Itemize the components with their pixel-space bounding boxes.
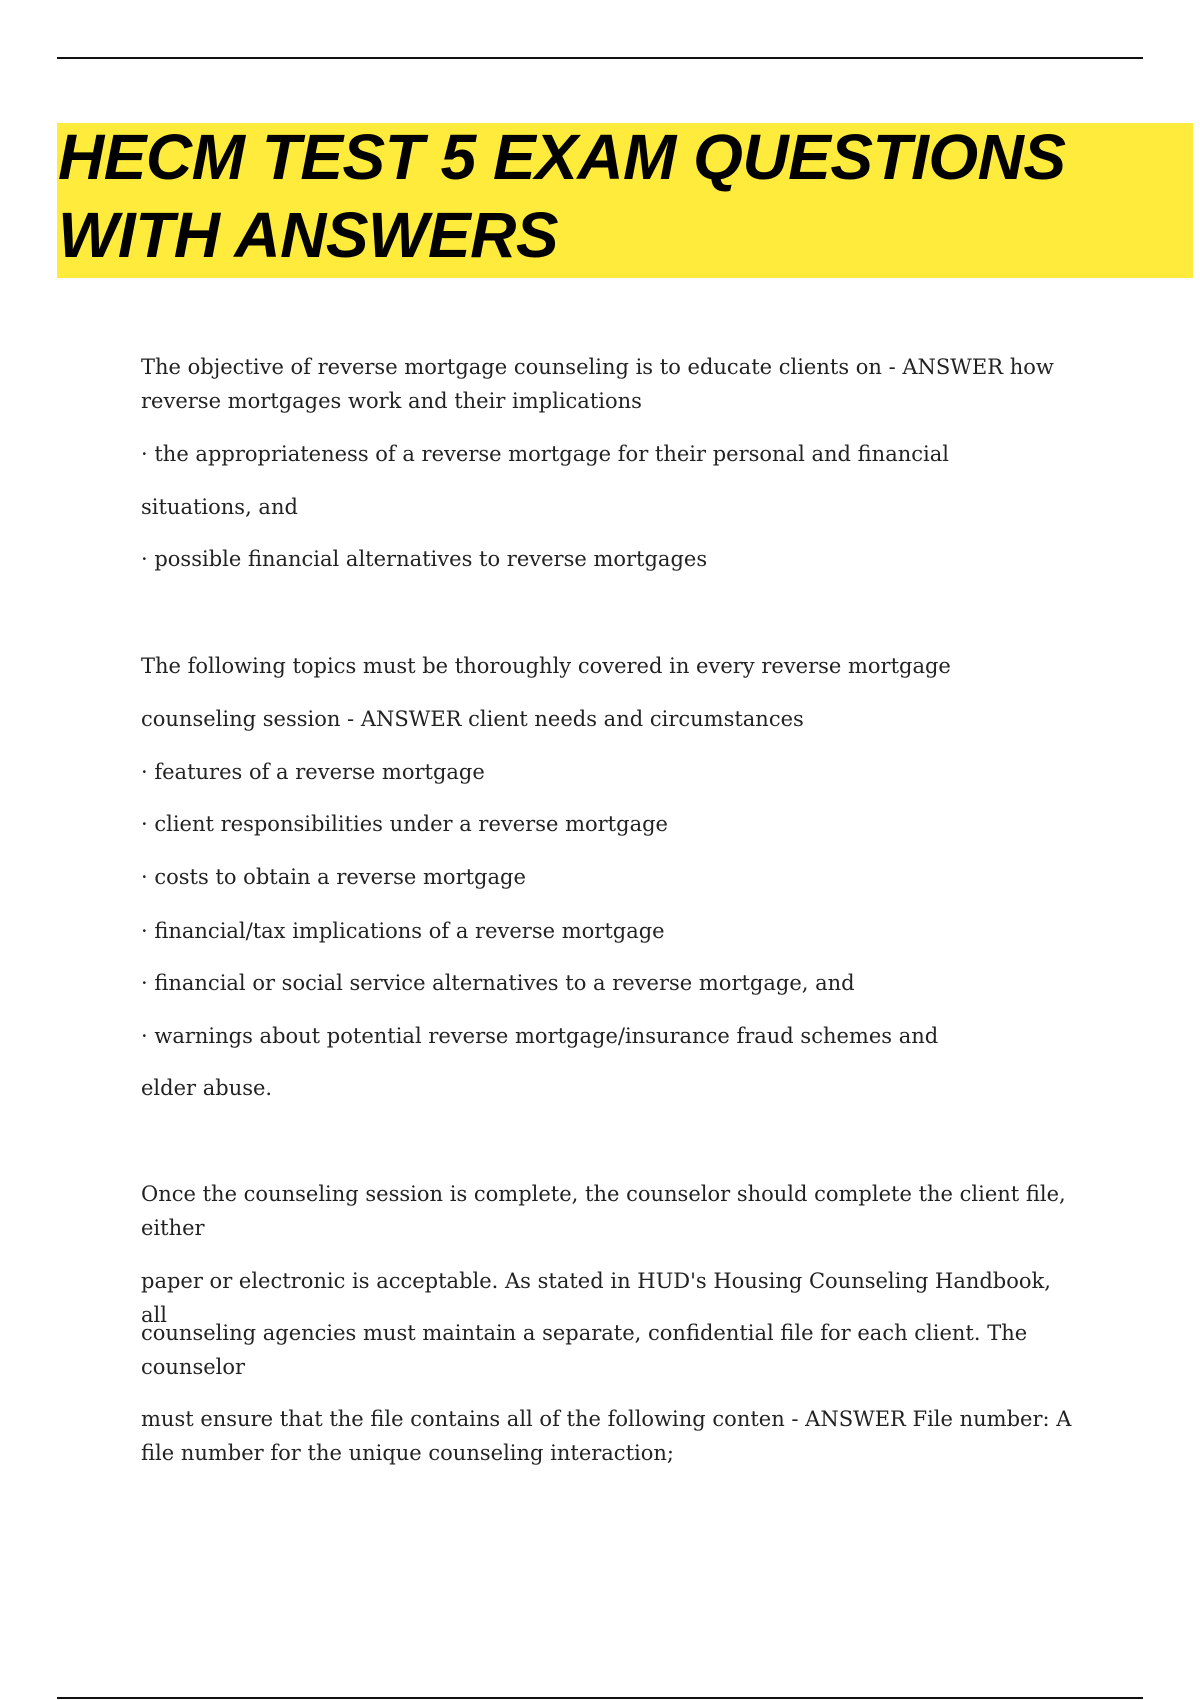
paragraph: · features of a reverse mortgage [141, 760, 485, 784]
paragraph: counseling agencies must maintain a separate, confidential file for each client. The counselor [141, 1321, 1028, 1379]
paragraph: paper or electronic is acceptable. As stated in HUD's Housing Counseling Handbook, all [141, 1269, 1051, 1327]
document-title-line-2: WITH ANSWERS [58, 199, 559, 271]
paragraph: The objective of reverse mortgage counseling is to educate clients on - ANSWER how reverse mortgages work and their implications [141, 355, 1054, 413]
paragraph: · costs to obtain a reverse mortgage [141, 865, 526, 889]
paragraph: · the appropriateness of a reverse mortgage for their personal and financial [141, 442, 949, 466]
paragraph: The following topics must be thoroughly covered in every reverse mortgage [141, 654, 951, 678]
paragraph: elder abuse. [141, 1076, 273, 1100]
paragraph: · possible financial alternatives to reverse mortgages [141, 547, 708, 571]
document-title-line-1: HECM TEST 5 EXAM QUESTIONS [58, 121, 1066, 193]
paragraph: · financial or social service alternatives to a reverse mortgage, and [141, 971, 855, 995]
paragraph: · financial/tax implications of a reverse mortgage [141, 919, 665, 943]
paragraph: situations, and [141, 495, 298, 519]
bottom-rule [57, 1697, 1143, 1699]
paragraph: Once the counseling session is complete, the counselor should complete the client file, either [141, 1182, 1066, 1240]
paragraph: counseling session - ANSWER client needs and circumstances [141, 707, 804, 731]
paragraph: · warnings about potential reverse mortgage/insurance fraud schemes and [141, 1024, 939, 1048]
paragraph: must ensure that the file contains all of the following conten - ANSWER File number: A file number for the unique counseling interaction; [141, 1407, 1072, 1465]
paragraph: · client responsibilities under a reverse mortgage [141, 812, 668, 836]
top-rule [57, 57, 1143, 59]
